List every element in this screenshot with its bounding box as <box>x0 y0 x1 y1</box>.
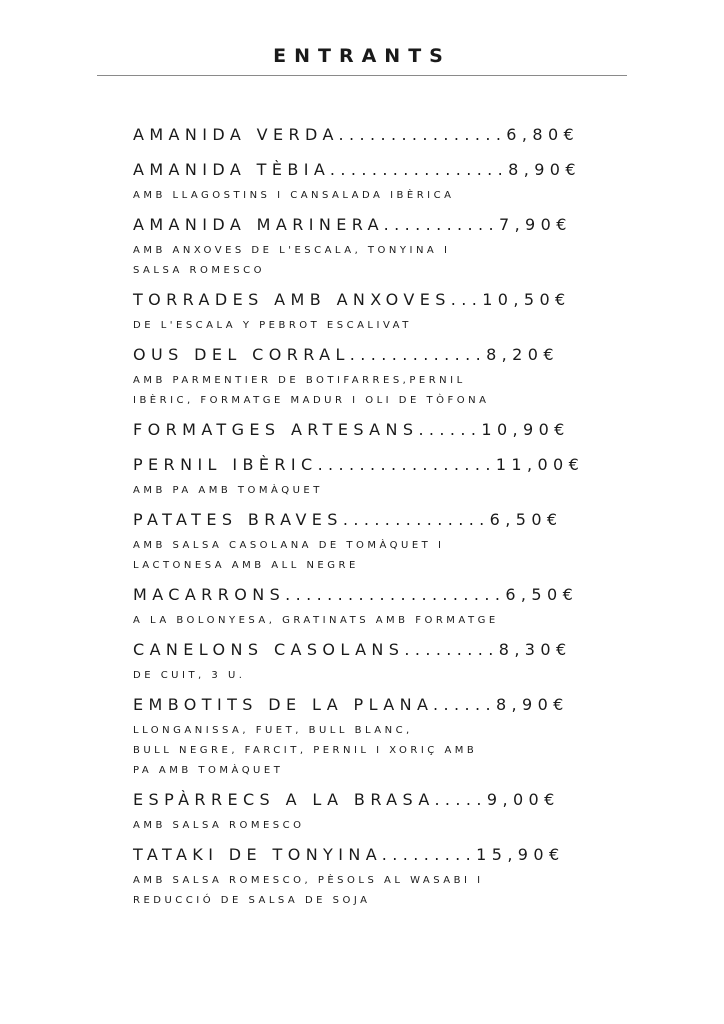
menu-item-name-price: PERNIL IBÈRIC.................11,00€ <box>133 455 585 474</box>
menu-item-name-price: AMANIDA MARINERA...........7,90€ <box>133 215 572 234</box>
menu-item <box>133 449 693 501</box>
menu-item-description: AMB PA AMB TOMÀQUET <box>133 485 323 496</box>
menu-item <box>133 504 693 576</box>
menu-item-name-price: MACARRONS.....................6,50€ <box>133 585 579 604</box>
menu-item-name-price: EMBOTITS DE LA PLANA......8,90€ <box>133 695 569 714</box>
menu-item-description: AMB SALSA CASOLANA DE TOMÀQUET I <box>133 540 445 551</box>
menu-item-description: BULL NEGRE, FARCIT, PERNIL I XORIÇ AMB <box>133 745 478 756</box>
menu-item-name-price: CANELONS CASOLANS.........8,30€ <box>133 640 572 659</box>
menu-item-description: A LA BOLONYESA, GRATINATS AMB FORMATGE <box>133 615 499 626</box>
menu-item <box>133 579 693 631</box>
menu-items-list <box>133 119 693 914</box>
menu-item <box>133 209 693 281</box>
menu-item-description: SALSA ROMESCO <box>133 265 265 276</box>
menu-item-description: LACTONESA AMB ALL NEGRE <box>133 560 359 571</box>
title-divider <box>97 75 627 76</box>
menu-item <box>133 784 693 836</box>
menu-item-description: AMB ANXOVES DE L'ESCALA, TONYINA I <box>133 245 451 256</box>
menu-title: ENTRANTS <box>273 45 451 67</box>
menu-item-name-price: OUS DEL CORRAL.............8,20€ <box>133 345 559 364</box>
menu-item-description: AMB SALSA ROMESCO <box>133 820 305 831</box>
menu-item-description: AMB LLAGOSTINS I CANSALADA IBÈRICA <box>133 190 455 201</box>
menu-item <box>133 154 693 206</box>
menu-item-name-price: AMANIDA TÈBIA.................8,90€ <box>133 160 581 179</box>
menu-item <box>133 119 693 151</box>
menu-item <box>133 339 693 411</box>
menu-item <box>133 839 693 911</box>
menu-item-description: AMB SALSA ROMESCO, PÈSOLS AL WASABI I <box>133 875 484 886</box>
menu-item-description: PA AMB TOMÀQUET <box>133 765 284 776</box>
menu-item-description: REDUCCIÓ DE SALSA DE SOJA <box>133 895 371 906</box>
menu-item <box>133 284 693 336</box>
menu-item <box>133 689 693 781</box>
menu-item-name-price: FORMATGES ARTESANS......10,90€ <box>133 420 570 439</box>
menu-item-name-price: PATATES BRAVES..............6,50€ <box>133 510 563 529</box>
menu-item <box>133 414 693 446</box>
menu-item-name-price: AMANIDA VERDA................6,80€ <box>133 125 580 144</box>
menu-item <box>133 634 693 686</box>
menu-item-description: LLONGANISSA, FUET, BULL BLANC, <box>133 725 413 736</box>
menu-item-description: IBÈRIC, FORMATGE MADUR I OLI DE TÒFONA <box>133 395 490 406</box>
menu-item-name-price: ESPÀRRECS A LA BRASA.....9,00€ <box>133 790 560 809</box>
menu-item-name-price: TORRADES AMB ANXOVES...10,50€ <box>133 290 571 309</box>
menu-item-description: DE CUIT, 3 U. <box>133 670 246 681</box>
menu-item-name-price: TATAKI DE TONYINA.........15,90€ <box>133 845 565 864</box>
menu-item-description: DE L'ESCALA Y PEBROT ESCALIVAT <box>133 320 412 331</box>
menu-item-description: AMB PARMENTIER DE BOTIFARRES,PERNIL <box>133 375 466 386</box>
